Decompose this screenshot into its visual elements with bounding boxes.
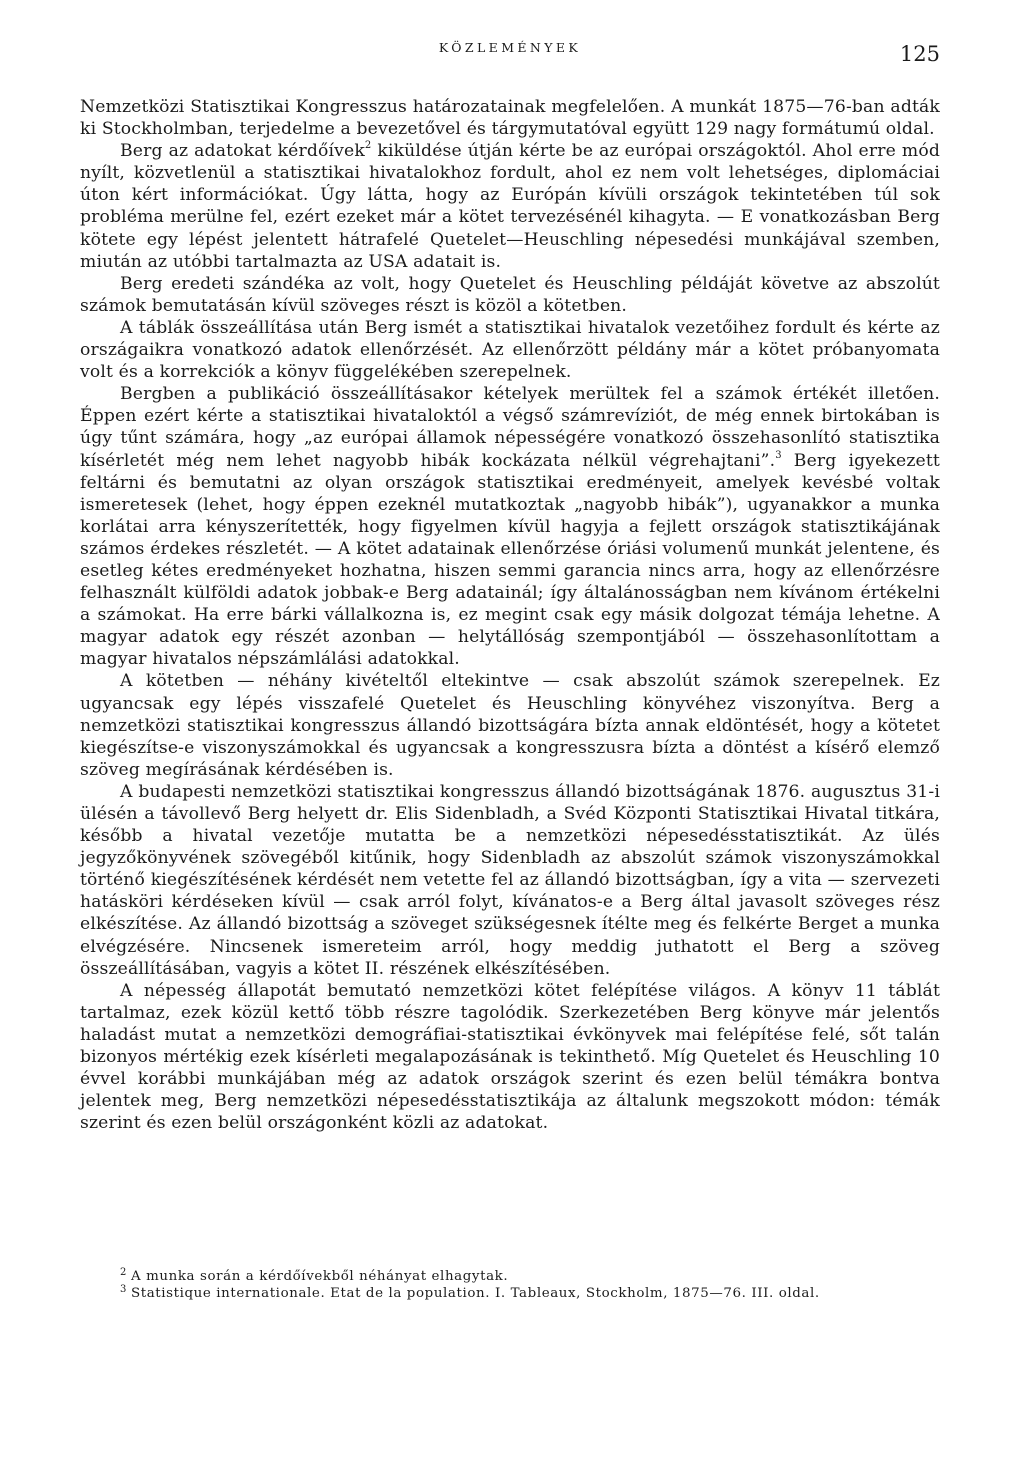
paragraph-4: A táblák összeállítása után Berg ismét a statisztikai hivatalok vezetőihez fordult és kérte az országaikra vonatkozó adatok ellenőrzését. Az ellenőrzött példány már a kötet próbanyomata volt és a korrekciók a könyv függelékében szerepelnek. [80,317,940,383]
page-number: 125 [899,42,940,66]
paragraph-5-text-a: Bergben a publikáció összeállításakor kételyek merültek fel a számok értékét illetően. Éppen ezért kérte a statisztikai hivataloktól a végső számrevíziót, de még ennek birtokában is úgy tűnt számára, hogy „az európai államok népességére vonatkozó összehasonlító statisztika kísérletét még nem lehet nagyobb hibák kockázata nélkül végrehajtani”. [80,384,940,471]
footnote-3-text: Statistique internationale. Etat de la population. I. Tableaux, Stockholm, 1875—76. III. oldal. [130,1286,820,1302]
paragraph-2 [80,140,940,273]
paragraph-6: A kötetben — néhány kivételtől eltekintve — csak abszolút számok szerepelnek. Ez ugyancsak egy lépés visszafelé Quetelet és Heuschling könyvéhez viszonyítva. Berg a nemzetközi statisztikai kongresszus állandó bizottságára bízta annak eldöntését, hogy a kötetet kiegészítse-e viszonyszámokkal és ugyancsak a kongresszusra bízta a döntést a kísérő elemző szöveg megírásának kérdésében is. [80,671,940,780]
paragraph-5-text-b: Berg igyekezett feltárni és bemutatni az olyan országok statisztikai eredményeit, amelyek kevésbé voltak ismeretesek (lehet, hogy éppen ezeknél mutatkoztak „nagyobb hibák”), ugyanakkor a munka korlátai arra kényszerítették, hogy figyelmen kívül hagyja a fejlett országok statisztikájának számos érdekes részletét. — A kötet adatainak ellenőrzése óriási volumenű munkát jelentene, és esetleg kétes eredményeket hozhatna, hiszen semmi garancia nincs arra, hogy az ellenőrzésre felhasznált külföldi adatok jobbak-e Berg adatainál; így általánosságban nem kívánom értékelni a számokat. Ha erre bárki vállalkozna is, ez megint csak egy másik dolgozat témája lehetne. A magyar adatok egy részét azonban — helytállóság szempontjából — összehasonlítottam a magyar hivatalos népszámlálási adatokkal. [80,450,940,670]
footnotes [80,1268,940,1302]
paragraph-2-text-b: kiküldése útján kérte be az európai országoktól. Ahol erre mód nyílt, közvetlenül a statisztikai hivatalokhoz fordult, ahol ez nem volt lehetséges, diplomáciai úton kért információkat. Úgy látta, hogy az Európán kívüli országok tekintetében túl sok probléma merülne fel, ezért ezeket már a kötet tervezésénél kihagyta. — E vonatkozásban Berg kötete egy lépést jelentett hátrafelé Quetelet—Heuschling népesedési munkájával szemben, miután az utóbbi tartalmazta az USA adatait is. [80,141,940,272]
footnote-ref-2: 2 [364,140,372,152]
paragraph-8: A népesség állapotát bemutató nemzetközi kötet felépítése világos. A könyv 11 táblát tartalmaz, ezek közül kettő több részre tagolódik. Szerkezetében Berg könyve már jelentős haladást mutat a nemzetközi demográfiai-statisztikai évkönyvek mai felépítése felé, sőt talán bizonyos mértékig ezek kísérleti megalapozásának is tekinthető. Míg Quetelet és Heuschling 10 évvel korábbi munkájában még az adatok országok szerint és ezen belül témákra bontva jelentek meg, Berg nemzetközi népesedésstatisztikája az általunk megszokott módon: témák szerint és ezen belül országonként közli az adatokat. [80,980,940,1134]
paragraph-2-text-a: Berg az adatokat kérdőívek [120,141,365,162]
paragraph-1: Nemzetközi Statisztikai Kongresszus határozatainak megfelelően. A munkát 1875—76-ban adták ki Stockholmban, terjedelme a bevezetővel és tárgymutatóval együtt 129 nagy formátumú oldal. [80,97,940,140]
article-body [80,96,940,1134]
footnote-ref-3: 3 [775,449,782,461]
footnote-3 [80,1285,940,1302]
running-header [80,38,940,78]
footnote-2 [80,1268,940,1285]
footnote-3-mark: 3 [120,1283,127,1295]
footnote-2-text: A munka során a kérdőívekből néhányat elhagytak. [130,1269,509,1284]
paragraph-5 [80,383,940,670]
running-title: KÖZLEMÉNYEK [438,40,582,55]
paragraph-3: Berg eredeti szándéka az volt, hogy Quetelet és Heuschling példáját követve az abszolút számok bemutatásán kívül szöveges részt is közöl a kötetben. [80,273,940,316]
paragraph-7: A budapesti nemzetközi statisztikai kongresszus állandó bizottságának 1876. augusztus 31-i ülésén a távollevő Berg helyett dr. Elis Sidenbladh, a Svéd Központi Statisztikai Hivatal titkára, később a hivatal vezetője mutatta be a nemzetközi népesedésstatisztikát. Az ülés jegyzőkönyvének szövegéből kitűnik, hogy Sidenbladh az abszolút számok viszonyszámokkal történő kiegészítésének kérdését nem vetette fel az állandó bizottságban, így a vita — szervezeti hatásköri kérdéseken kívül — csak arról folyt, kívánatos-e a Berg által javasolt szöveges rész elkészítése. Az állandó bizottság a szöveget szükségesnek ítélte meg és felkérte Berget a munka elvégzésére. Nincsenek ismereteim arról, hogy meddig juthatott el Berg a szöveg összeállításában, vagyis a kötet II. részének elkészítésében. [80,781,940,979]
footnote-2-mark: 2 [120,1266,127,1278]
